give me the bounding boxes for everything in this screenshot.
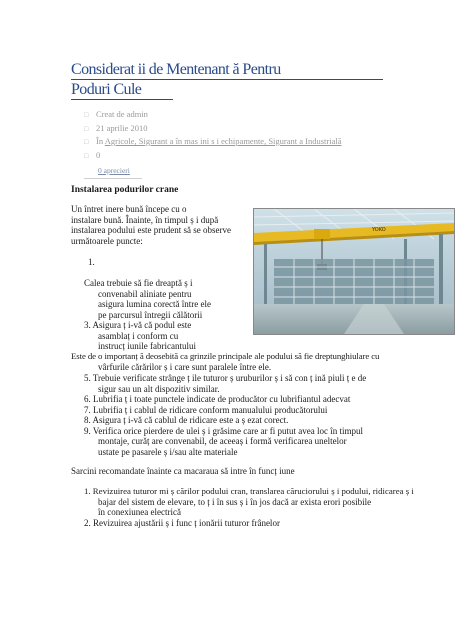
list-line: 1. Revizuirea tuturor mi ș cărilor podului cran, translarea căruciorului ș i podului, ridicarea ș i	[84, 486, 414, 496]
bullet-icon: □	[84, 111, 89, 119]
list-line: asigura lumina corectă între ele	[98, 299, 211, 309]
list-line: 3. Asigura ț i-vă că podul este	[84, 320, 192, 330]
list-number: 1.	[88, 257, 95, 267]
article-title[interactable]	[71, 60, 391, 100]
list-line: Calea trebuie să fie dreaptă ș i	[84, 278, 193, 288]
divider	[84, 178, 142, 179]
list-line: 9. Verifica orice pierdere de ulei ș i grăsime care ar fi putut avea loc în timpul	[84, 425, 363, 436]
list-line: 5. Trebuie verificate strânge ț ile tuturor ș uruburilor ș i să con ț ină piuli ț e de	[84, 373, 367, 383]
section-heading: Instalarea podurilor crane	[71, 185, 179, 195]
bullet-icon: □	[84, 151, 89, 160]
title-line-2[interactable]: Poduri Cule	[71, 80, 173, 100]
list-line: sigur sau un alt dispozitiv similar.	[98, 383, 220, 394]
list-line: 6. Lubrifia ț i toate punctele indicate de producător cu lubrifiantul adecvat	[84, 394, 351, 404]
category-links[interactable]: Agricole, Sigurant a în mas ini s i echipamente, Sigurant a Industrială	[104, 136, 342, 146]
list-line: pe parcursul întregii călătorii	[98, 309, 203, 320]
intro-line: instalare bună. Înainte, în timpul ș i după	[71, 214, 219, 225]
list-line: asamblaț i conform cu	[98, 330, 179, 341]
meta-count: □ 0	[84, 149, 342, 163]
list-line: ustate pe pasarele ș i/sau alte materiale	[98, 446, 238, 457]
list-line: convenabil aliniate pentru	[98, 288, 192, 299]
crane-photo	[253, 208, 455, 335]
paragraph-line: vârfurile cărărilor ș i care sunt paralele între ele.	[98, 361, 272, 372]
intro-line: instalarea podului este prudent să se observe	[71, 225, 231, 235]
list-line: instrucț iunile fabricantului	[98, 341, 196, 351]
list-line: 2. Revizuirea ajustării ș i func ț ionării tuturor frânelor	[84, 517, 280, 528]
list-line: montaje, curăț are convenabil, de aceeaș i formă verificarea uneltelor	[98, 436, 347, 446]
bullet-icon: □	[84, 124, 89, 133]
bullet-icon: □	[84, 138, 89, 146]
paragraph-line: Sarcini recomandate înainte ca macaraua să intre în funcț iune	[71, 466, 295, 476]
comments-link[interactable]: 0 aprecieri	[98, 166, 130, 175]
meta-date: □ 21 aprilie 2010	[84, 122, 342, 136]
list-line: în conexiunea electrică	[98, 507, 181, 517]
article-meta	[84, 108, 342, 162]
meta-category: □ În Agricole, Sigurant a în mas ini s i echipamente, Sigurant a Industrială	[84, 135, 342, 149]
crane-banner-text: YOKO	[372, 227, 386, 233]
intro-line: următoarele puncte:	[71, 235, 143, 246]
list-line: 8. Asigura ț i-vă că cablul de ridicare este a ș ezat corect.	[84, 415, 289, 425]
list-line: 7. Lubrifia ț i cablul de ridicare conform manualului producătorului	[84, 404, 328, 415]
title-line-1[interactable]: Considerat ii de Mentenant ă Pentru	[71, 60, 383, 80]
intro-line: Un întret inere bună începe cu o	[71, 204, 187, 214]
list-line: bajar del sistem de elevare, to ț i în sus ș i în jos dacă ar exista erori posibile	[98, 496, 372, 507]
paragraph-line: Este de o importanț ă deosebită ca grinzile principale ale podului să fie dreptunghiulare cu	[71, 351, 380, 361]
meta-author: □ Creat de admin	[84, 108, 342, 122]
